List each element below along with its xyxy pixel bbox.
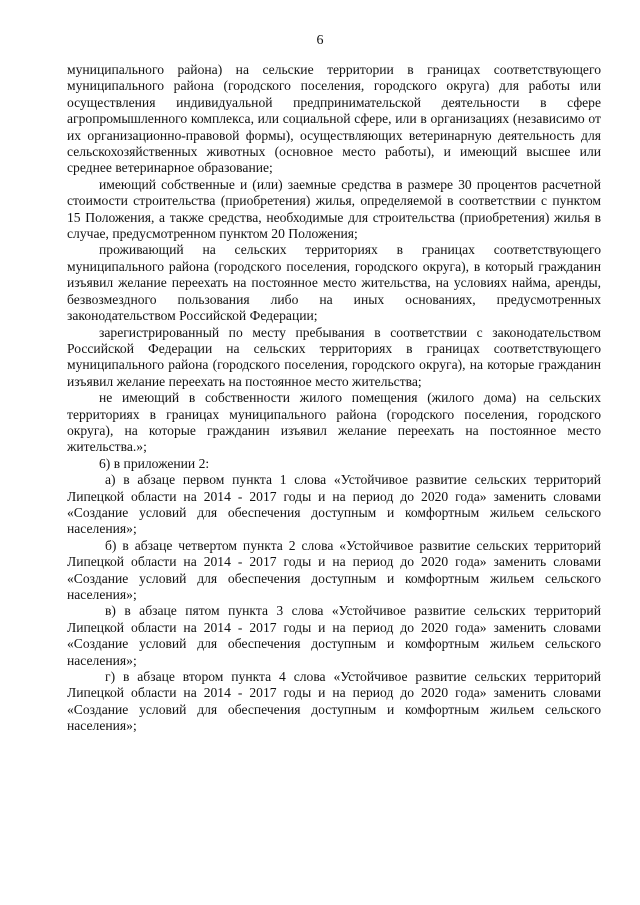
paragraph-item-d: г) в абзаце втором пункта 4 слова «Устойчивое развитие сельских территорий Липецкой области на 2014 - 2017 годы и на период до 2020 года» заменить словами «Создание условий для обеспечения доступным и комфортным жильем сельского населения»; [67,669,601,734]
paragraph-continuation: муниципального района) на сельские территории в границах соответствующего муниципального района (городского поселения, городского округа) для работы или осуществления индивидуальной предпринимательской деятельности в сфере агропромышленного комплекса, или социальной сфере, или в организациях (независимо от их организационно-правовой формы), осуществляющих ветеринарную деятельность для сельскохозяйственных животных (основное место работы), и имеющий высшее или среднее ветеринарное образование; [67,62,601,176]
paragraph-funds-requirement: имеющий собственные и (или) заемные средства в размере 30 процентов расчетной стоимости строительства (приобретения) жилья, определяемой в соответствии с пунктом 15 Положения, а также средства, необходимые для строительства (приобретения) жилья в случае, предусмотренном пунктом 20 Положения; [67,176,601,242]
paragraph-residence-requirement: проживающий на сельских территориях в границах соответствующего муниципального района (городского поселения, городского округа), в который гражданин изъявил желание переехать на постоянное место жительства, на условиях найма, аренды, безвозмездного пользования либо на иных основаниях, предусмотренных законодательством Российской Федерации; [67,242,601,324]
paragraph-item-a: а) в абзаце первом пункта 1 слова «Устойчивое развитие сельских территорий Липецкой области на 2014 - 2017 годы и на период до 2020 года» заменить словами «Создание условий для обеспечения доступным и комфортным жильем сельского населения»; [67,472,601,537]
document-body [67,62,601,735]
paragraph-no-property-requirement: не имеющий в собственности жилого помещения (жилого дома) на сельских территориях в границах муниципального района (городского поселения, городского округа), на которые гражданин изъявил желание переехать на постоянное место жительства.»; [67,390,601,455]
page-number: 6 [316,33,324,48]
paragraph-item-b: б) в абзаце четвертом пункта 2 слова «Устойчивое развитие сельских территорий Липецкой области на 2014 - 2017 годы и на период до 2020 года» заменить словами «Создание условий для обеспечения доступным и комфортным жильем сельского населения»; [67,537,601,602]
paragraph-item-c: в) в абзаце пятом пункта 3 слова «Устойчивое развитие сельских территорий Липецкой области на 2014 - 2017 годы и на период до 2020 года» заменить словами «Создание условий для обеспечения доступным и комфортным жильем сельского населения»; [67,603,601,668]
paragraph-appendix-2-heading: 6) в приложении 2: [99,455,210,471]
paragraph-registration-requirement: зарегистрированный по месту пребывания в соответствии с законодательством Российской Федерации на сельских территориях в границах соответствующего муниципального района (городского поселения, городского округа), на которые гражданин изъявил желание переехать на постоянное место жительства; [67,324,601,389]
